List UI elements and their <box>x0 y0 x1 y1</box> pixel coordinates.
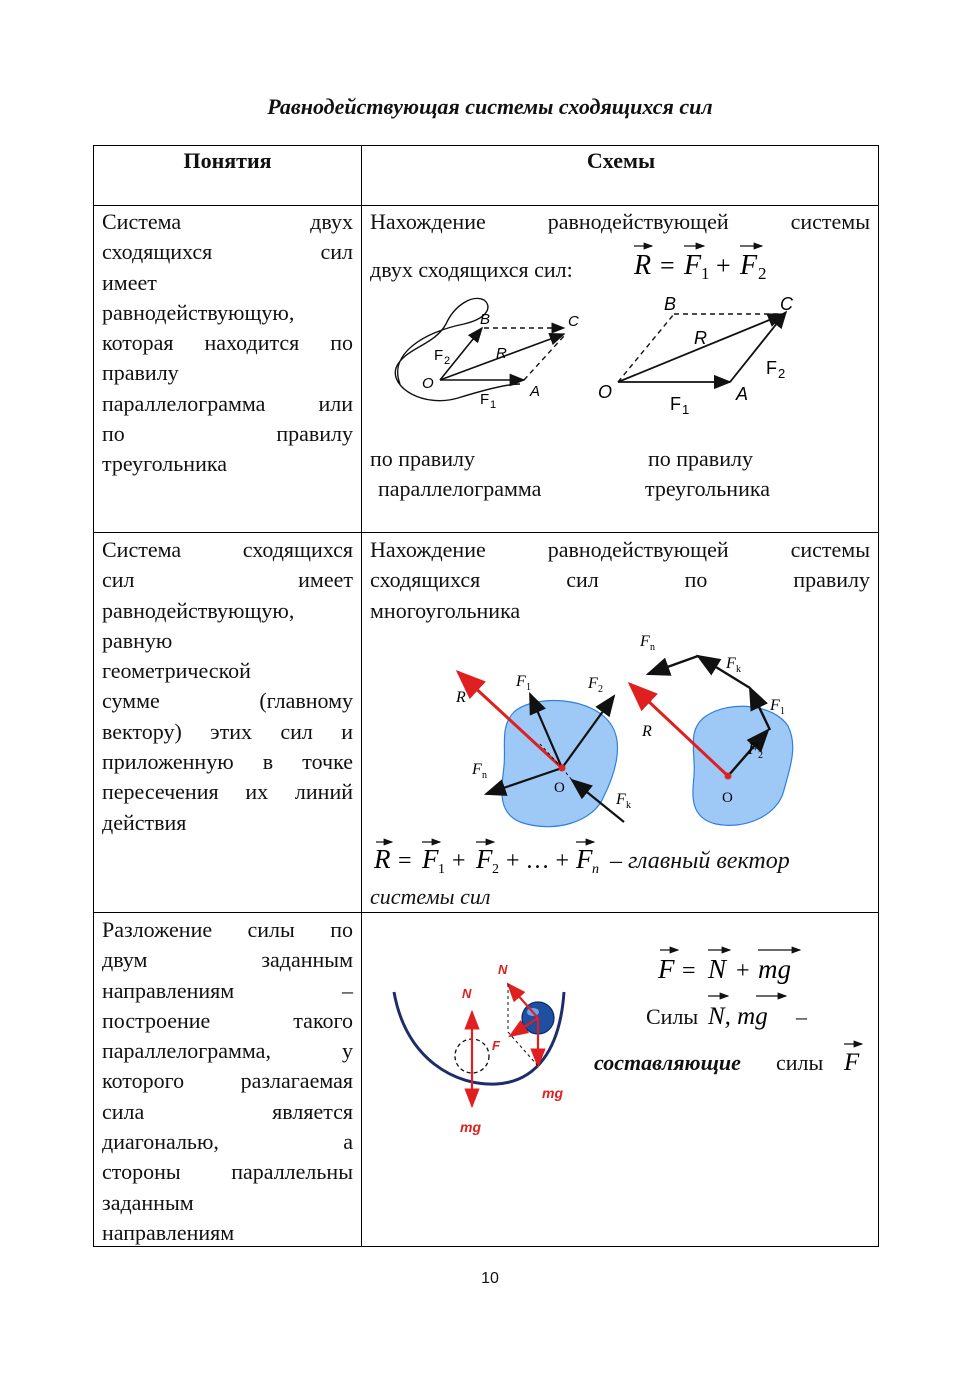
svg-text:N: N <box>708 954 727 984</box>
svg-text:+: + <box>716 251 731 280</box>
svg-text:R: R <box>642 723 652 740</box>
svg-text:O: O <box>722 790 733 806</box>
header-divider <box>94 205 878 206</box>
svg-text:F: F <box>748 741 758 758</box>
svg-text:mg: mg <box>542 1085 563 1101</box>
svg-text:2: 2 <box>758 750 763 761</box>
svg-text:k: k <box>736 664 741 675</box>
svg-text:k: k <box>626 800 631 811</box>
svg-text:2: 2 <box>492 862 499 877</box>
svg-text:1: 1 <box>780 706 785 717</box>
svg-text:F: F <box>766 358 777 378</box>
vector-R-b <box>618 314 784 382</box>
force-decomposition-figure <box>386 954 576 1144</box>
page-title: Равнодействующая системы сходящихся сил <box>267 94 713 119</box>
row1-scheme-heading: Нахождение равнодействующей системы <box>370 209 870 234</box>
svg-text:F: F <box>492 1038 500 1053</box>
polygon-rule-figure <box>444 626 824 836</box>
svg-text:F: F <box>740 250 758 281</box>
svg-text:F: F <box>516 673 526 690</box>
parallelogram-triangle-figure <box>384 296 804 424</box>
svg-text:R: R <box>456 689 466 706</box>
svg-text:F: F <box>670 394 681 414</box>
svg-text:F: F <box>684 250 702 281</box>
svg-text:+ … +: + … + <box>506 848 570 874</box>
svg-text:1: 1 <box>526 682 531 693</box>
column-divider <box>361 146 362 1246</box>
svg-text:F: F <box>472 761 482 778</box>
svg-text:O: O <box>554 780 565 796</box>
row1-formula <box>622 238 782 288</box>
svg-text:R: R <box>694 328 707 348</box>
svg-text:F: F <box>434 347 444 364</box>
svg-text:n: n <box>482 770 487 781</box>
row2-formula <box>370 836 610 880</box>
svg-text:1: 1 <box>701 264 710 283</box>
svg-text:F: F <box>422 844 439 874</box>
svg-text:F: F <box>726 655 736 672</box>
svg-text:N, mg: N, mg <box>708 1003 768 1030</box>
svg-text:B: B <box>664 296 677 314</box>
svg-text:2: 2 <box>444 355 451 367</box>
column-header-schemes: Схемы <box>586 148 656 173</box>
row-divider-1 <box>94 532 878 533</box>
caption-parallelogram-l1: по правилу <box>370 446 475 471</box>
svg-text:+: + <box>452 848 466 874</box>
svg-text:A: A <box>736 384 749 404</box>
svg-text:F: F <box>476 844 493 874</box>
svg-text:mg: mg <box>460 1119 481 1135</box>
row3-concept: Разложение силы по двум заданным направлениям – построение такого параллелограмма, у которого разлагаемая сила является диагональю, а стороны параллельны заданным направлениям <box>102 917 353 1245</box>
page-number: 10 <box>481 1270 499 1287</box>
column-header-concepts: Понятия <box>183 148 272 173</box>
svg-text:1: 1 <box>682 402 690 417</box>
row1-scheme-heading-line2: двух сходящихся сил: <box>370 257 573 282</box>
svg-text:F: F <box>640 633 650 650</box>
components-tail: силы <box>776 1050 824 1075</box>
components-force <box>840 1036 870 1078</box>
svg-text:R: R <box>634 250 652 281</box>
forces-label: Силы <box>646 1004 699 1029</box>
row2-scheme-heading: Нахождение равнодействующей системы сходящихся сил по правилу многоугольника <box>370 537 870 623</box>
concepts-table <box>93 145 879 1247</box>
svg-text:N: N <box>498 962 508 977</box>
svg-text:+: + <box>736 958 750 984</box>
svg-text:F: F <box>576 844 593 874</box>
caption-parallelogram-l2: параллелограмма <box>378 476 542 501</box>
svg-text:R: R <box>496 345 507 362</box>
svg-text:N: N <box>462 986 472 1001</box>
svg-text:n: n <box>592 862 599 877</box>
row2-formula-tail2: системы сил <box>370 884 491 909</box>
caption-triangle-l1: по правилу <box>648 446 753 471</box>
svg-text:O: O <box>598 382 613 402</box>
svg-text:F: F <box>770 697 780 714</box>
forces-dash: – <box>796 1004 807 1029</box>
svg-text:=: = <box>682 958 696 984</box>
svg-text:A: A <box>530 383 541 400</box>
body-right <box>693 706 793 825</box>
svg-text:C: C <box>568 313 579 330</box>
svg-text:F: F <box>480 391 490 408</box>
svg-text:=: = <box>398 848 412 874</box>
svg-text:B: B <box>480 311 491 328</box>
row2-formula-tail: – главный вектор <box>610 848 790 874</box>
row1-concept: Система двух сходящихся сил имеет равнодействующую, которая находится по правилу параллелограмма или по правилу треугольника <box>102 209 353 477</box>
svg-text:=: = <box>660 251 675 280</box>
svg-text:n: n <box>650 642 655 653</box>
row2-concept: Система сходящихся сил имеет равнодействующую, равную геометрической сумме (главному вектору) этих сил и приложенную в точке пересечения их линий действия <box>102 537 353 835</box>
svg-text:F: F <box>658 954 675 984</box>
svg-text:1: 1 <box>438 862 445 877</box>
svg-text:F: F <box>844 1049 860 1076</box>
row3-formula <box>654 942 814 988</box>
caption-triangle-l2: треугольника <box>645 476 770 501</box>
svg-text:2: 2 <box>598 684 603 695</box>
svg-text:1: 1 <box>490 399 497 411</box>
svg-text:C: C <box>780 296 793 314</box>
svg-text:R: R <box>374 844 391 874</box>
svg-text:F: F <box>616 791 626 808</box>
components-bold: составляющие <box>594 1050 741 1075</box>
svg-text:2: 2 <box>778 366 786 381</box>
svg-text:F: F <box>588 675 598 692</box>
svg-text:mg: mg <box>758 954 791 984</box>
svg-text:O: O <box>422 375 434 392</box>
svg-text:2: 2 <box>758 264 767 283</box>
